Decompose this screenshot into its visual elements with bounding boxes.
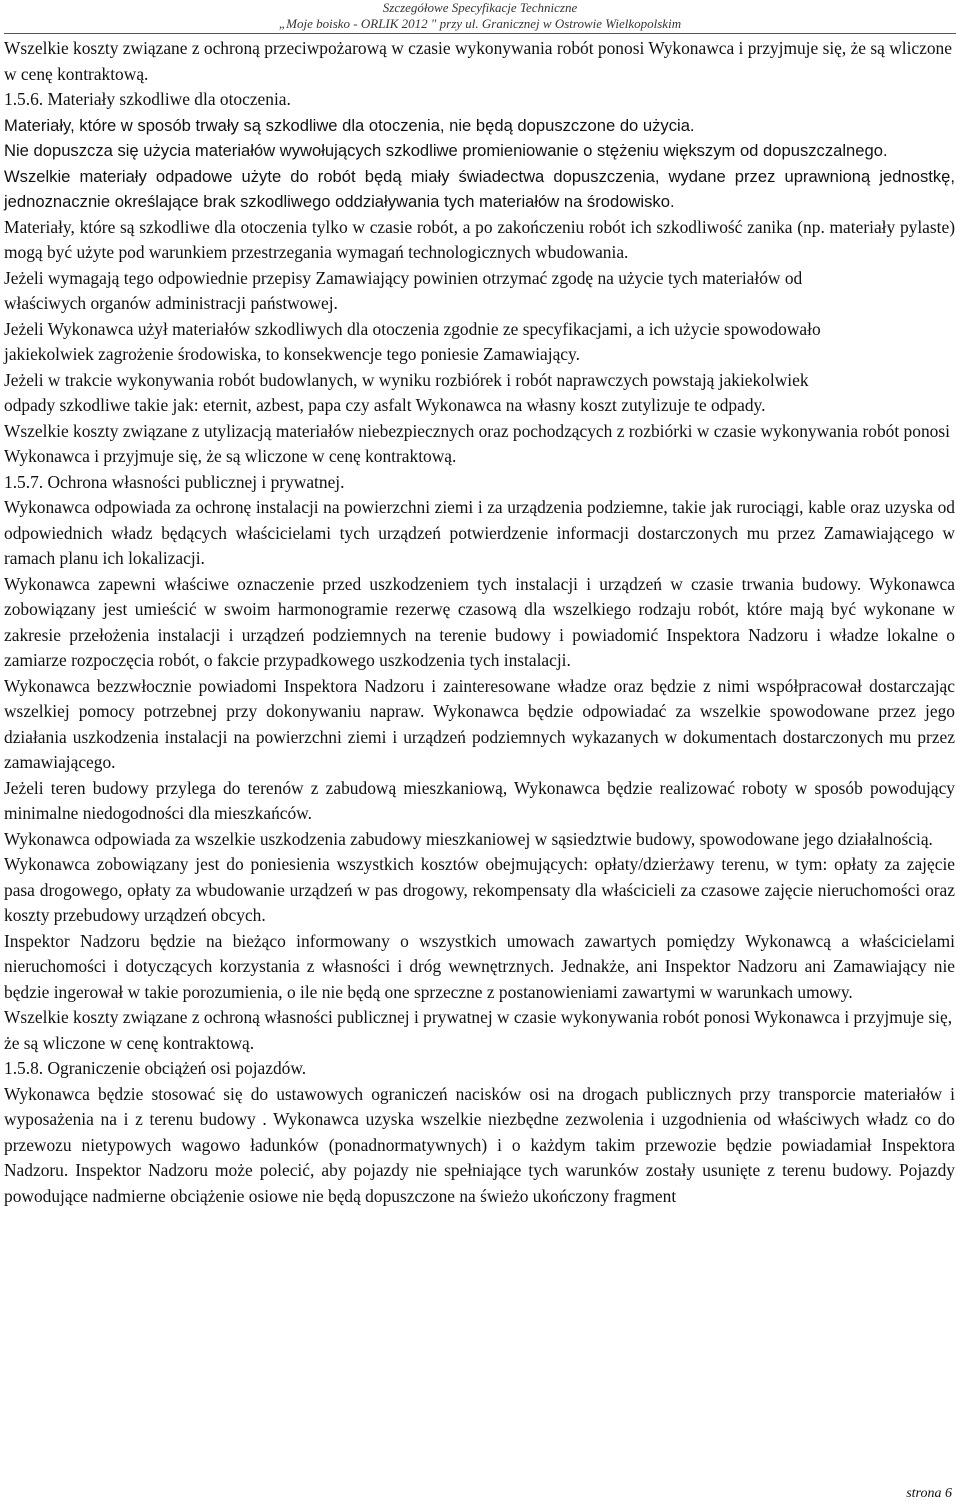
paragraph: Wszelkie materiały odpadowe użyte do robót będą miały świadectwa dopuszczenia, wydane przez uprawnioną jednostkę, jednoznacznie określające brak szkodliwego oddziaływania tych materiałów na środowisko. — [4, 166, 955, 211]
paragraph: Jeżeli Wykonawca użył materiałów szkodliwych dla otoczenia zgodnie ze specyfikacjami, a ich użycie spowodowało — [4, 318, 821, 339]
page-number: strona 6 — [906, 1486, 952, 1501]
header-title: Szczegółowe Specyfikacje Techniczne — [382, 0, 578, 15]
section-heading: 1.5.6. Materiały szkodliwe dla otoczenia. — [4, 89, 291, 109]
paragraph: Materiały, które są szkodliwe dla otoczenia tylko w czasie robót, a po zakończeniu robót ich szkodliwość zanika (np. materiały pylaste) mogą być użyte pod warunkiem przestrzegania wymagań technologicznych wbudowania. — [4, 216, 955, 262]
paragraph: Jeżeli teren budowy przylega do terenów z zabudową mieszkaniową, Wykonawca będzie realizować roboty w sposób powodujący minimalne niedogodności dla mieszkańców. — [4, 777, 955, 823]
section-heading: 1.5.7. Ochrona własności publicznej i prywatnej. — [4, 471, 345, 492]
paragraph: Wykonawca będzie stosować się do ustawowych ograniczeń nacisków osi na drogach publicznych przy transporcie materiałów i wyposażenia na i z terenu budowy . Wykonawca uzyska wszelkie niezbędne zezwolenia i uzgodnienia od właściwych władz co do przewozu nietypowych wagowo ładunków (ponadnormatywnych) i o każdym takim przewozie będzie powiadamiał Inspektora Nadzoru. Inspektor Nadzoru może polecić, aby pojazdy nie spełniające tych warunków zostały usunięte z terenu budowy. Pojazdy powodujące nadmierne obciążenie osiowe nie będą dopuszczone na świeżo ukończony fragment — [4, 1083, 955, 1206]
paragraph: Wykonawca odpowiada za wszelkie uszkodzenia zabudowy mieszkaniowej w sąsiedztwie budowy, spowodowane jego działalnością. — [4, 828, 933, 849]
document-body — [4, 36, 955, 1209]
header-divider — [4, 33, 956, 34]
paragraph: Wykonawca bezzwłocznie powiadomi Inspektora Nadzoru i zainteresowane władze oraz będzie z nimi współpracował dostarczając wszelkiej pomocy potrzebnej przy dokonywaniu napraw. Wykonawca będzie odpowiadać za wszelkie spowodowane przez jego działania uszkodzenia instalacji na powierzchni ziemi i urządzeń podziemnych wykazanych w dokumentach dostarczonych mu przez zamawiającego. — [4, 675, 955, 772]
paragraph: Inspektor Nadzoru będzie na bieżąco informowany o wszystkich umowach zawartych pomiędzy Wykonawcą a właścicielami nieruchomości i dotyczących korzystania z własności i dróg wewnętrznych. Jednakże, ani Inspektor Nadzoru ani Zamawiający nie będzie ingerował w takie porozumienia, o ile nie będą one sprzeczne z postanowieniami zawartymi w warunkach umowy. — [4, 930, 955, 1002]
page-header — [0, 0, 960, 32]
paragraph: Jeżeli w trakcie wykonywania robót budowlanych, w wyniku rozbiórek i robót naprawczych powstają jakiekolwiek — [4, 369, 809, 390]
paragraph: Jeżeli wymagają tego odpowiednie przepisy Zamawiający powinien otrzymać zgodę na użycie tych materiałów od — [4, 267, 803, 288]
header-subtitle: „Moje boisko - ORLIK 2012 " przy ul. Granicznej w Ostrowie Wielkopolskim — [278, 16, 682, 31]
section-heading: 1.5.8. Ograniczenie obciążeń osi pojazdów. — [4, 1058, 307, 1078]
paragraph: jakiekolwiek zagrożenie środowiska, to konsekwencje tego poniesie Zamawiający. — [4, 344, 580, 364]
paragraph: Materiały, które w sposób trwały są szkodliwe dla otoczenia, nie będą dopuszczone do użycia. — [4, 115, 695, 135]
paragraph: odpady szkodliwe takie jak: eternit, azbest, papa czy asfalt Wykonawca na własny koszt zutylizuje te odpady. — [4, 395, 766, 415]
paragraph: Nie dopuszcza się użycia materiałów wywołujących szkodliwe promieniowanie o stężeniu większym od dopuszczalnego. — [4, 141, 888, 160]
paragraph: Wykonawca odpowiada za ochronę instalacji na powierzchni ziemi i za urządzenia podziemne, takie jak rurociągi, kable oraz uzyska od odpowiednich władz będących właścicielami tych urządzeń potwierdzenie informacji dostarczonych mu przez Zamawiającego w ramach planu ich lokalizacji. — [4, 497, 955, 568]
paragraph: Wszelkie koszty związane z ochroną własności publicznej i prywatnej w czasie wykonywania robót ponosi Wykonawca i przyjmuje się, że są wliczone w cenę kontraktową. — [4, 1007, 953, 1053]
paragraph: Wykonawca zobowiązany jest do poniesienia wszystkich kosztów obejmujących: opłaty/dzierżawy terenu, w tym: opłaty za zajęcie pasa drogowego, opłaty za wbudowanie urządzeń w pas drogowy, rekompensaty dla właścicieli za czasowe zajęcie nieruchomości oraz koszty przebudowy urządzeń obcych. — [4, 854, 955, 925]
paragraph: Wykonawca zapewni właściwe oznaczenie przed uszkodzeniem tych instalacji i urządzeń w czasie trwania budowy. Wykonawca zobowiązany jest umieścić w swoim harmonogramie rezerwę czasową dla wszelkiego rodzaju robót, które mają być wykonane w zakresie przełożenia instalacji i urządzeń podziemnych na terenie budowy i powiadomić Inspektora Nadzoru i władze lokalne o zamiarze rozpoczęcia robót, o fakcie przypadkowego uszkodzenia tych instalacji. — [4, 573, 955, 670]
paragraph: Wszelkie koszty związane z ochroną przeciwpożarową w czasie wykonywania robót ponosi Wykonawca i przyjmuje się, że są wliczone w cenę kontraktową. — [4, 38, 952, 84]
paragraph: Wszelkie koszty związane z utylizacją materiałów niebezpiecznych oraz pochodzących z rozbiórki w czasie wykonywania robót ponosi Wykonawca i przyjmuje się, że są wliczone w cenę kontraktową. — [4, 420, 950, 466]
paragraph: właściwych organów administracji państwowej. — [4, 293, 338, 313]
